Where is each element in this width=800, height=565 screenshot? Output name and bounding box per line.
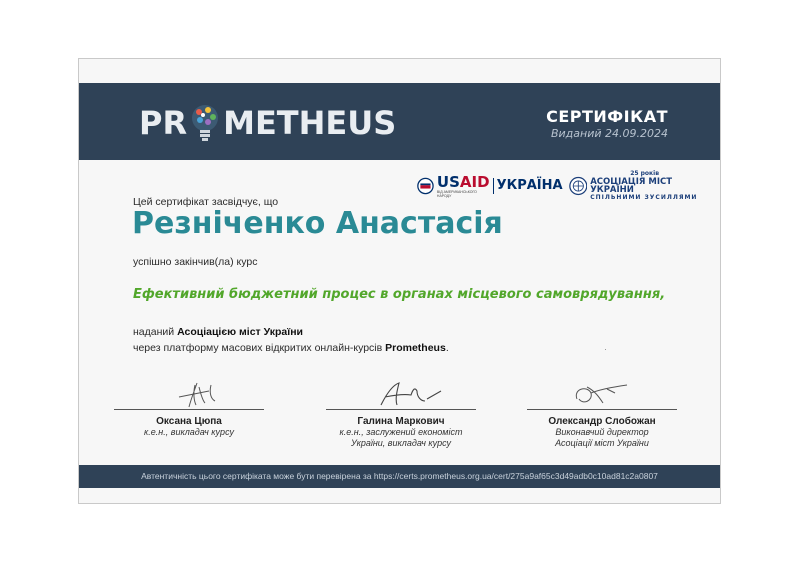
signature-1 xyxy=(139,379,239,409)
certificate xyxy=(78,58,721,504)
certificate-title: СЕРТИФІКАТ xyxy=(546,107,668,126)
certificate-title-block xyxy=(546,107,668,140)
signatory-role-1: к.е.н., викладач курсу xyxy=(144,427,234,437)
lightbulb-icon xyxy=(188,103,222,143)
platform-name: Prometheus xyxy=(385,342,446,354)
usaid-us: US xyxy=(436,172,460,191)
signatory-name-3: Олександр Слобожан xyxy=(548,416,656,427)
intro-text: Цей сертифікат засвідчує, що xyxy=(133,196,279,208)
partner-logos xyxy=(417,170,699,201)
completed-text: успішно закінчив(ла) курс xyxy=(133,256,258,268)
signatory-role-3b: Асоціації міст України xyxy=(555,438,649,448)
stray-dot xyxy=(605,349,606,350)
signatory-role-2b: України, викладач курсу xyxy=(350,438,452,448)
amu-name: АСОЦІАЦІЯ МІСТ УКРАЇНИ xyxy=(590,177,673,195)
signature-block-3 xyxy=(522,379,682,449)
logo-text-right: METHEUS xyxy=(223,104,397,142)
signatory-name-2: Галина Маркович xyxy=(357,416,445,427)
recipient-name: Резніченко Анастасія xyxy=(132,206,503,241)
given-org: Асоціацією міст України xyxy=(177,326,304,338)
issue-date: Виданий 24.09.2024 xyxy=(550,127,668,140)
ukraine-label: УКРАЇНА xyxy=(493,178,563,194)
course-title: Ефективний бюджетний процес в органах місцевого самоврядування, xyxy=(133,287,666,302)
usaid-seal-icon xyxy=(417,176,434,196)
amu-years: 25 років xyxy=(630,170,659,177)
amu-slogan: СПІЛЬНИМИ ЗУСИЛЛЯМИ xyxy=(590,194,698,201)
usaid-logo xyxy=(436,172,490,198)
signatory-role-2a: к.е.н., заслужений економіст xyxy=(339,427,463,437)
platform-prefix: через платформу масових відкритих онлайн-курсів xyxy=(133,342,386,354)
signature-3 xyxy=(547,379,657,409)
signatory-name-1: Оксана Цюпа xyxy=(156,416,222,427)
usaid-aid: AID xyxy=(459,172,490,191)
signature-block-1 xyxy=(109,379,269,438)
logo-text-left: PR xyxy=(139,104,188,142)
signatory-role-3a: Виконавчий директор xyxy=(555,427,649,437)
signature-line-2 xyxy=(326,409,476,410)
signature-block-2 xyxy=(321,379,481,449)
amu-logo xyxy=(590,170,699,202)
prometheus-logo xyxy=(139,103,396,143)
signature-2 xyxy=(351,379,451,409)
platform-line xyxy=(133,342,449,354)
platform-suffix: . xyxy=(445,342,449,354)
given-prefix: наданий xyxy=(133,326,178,338)
verification-footer: Автентичність цього сертифіката може бути перевірена за https://certs.prometheus.org.ua/cert/275a9af65c3d49adb0c10ad81c2a0807 xyxy=(79,465,720,488)
given-by-line xyxy=(133,326,303,338)
amu-emblem-icon xyxy=(569,175,588,197)
certificate-header xyxy=(79,83,720,160)
usaid-subtitle: ВІД АМЕРИКАНСЬКОГО НАРОДУ xyxy=(436,189,477,198)
signature-line-1 xyxy=(114,409,264,410)
signature-line-3 xyxy=(527,409,677,410)
